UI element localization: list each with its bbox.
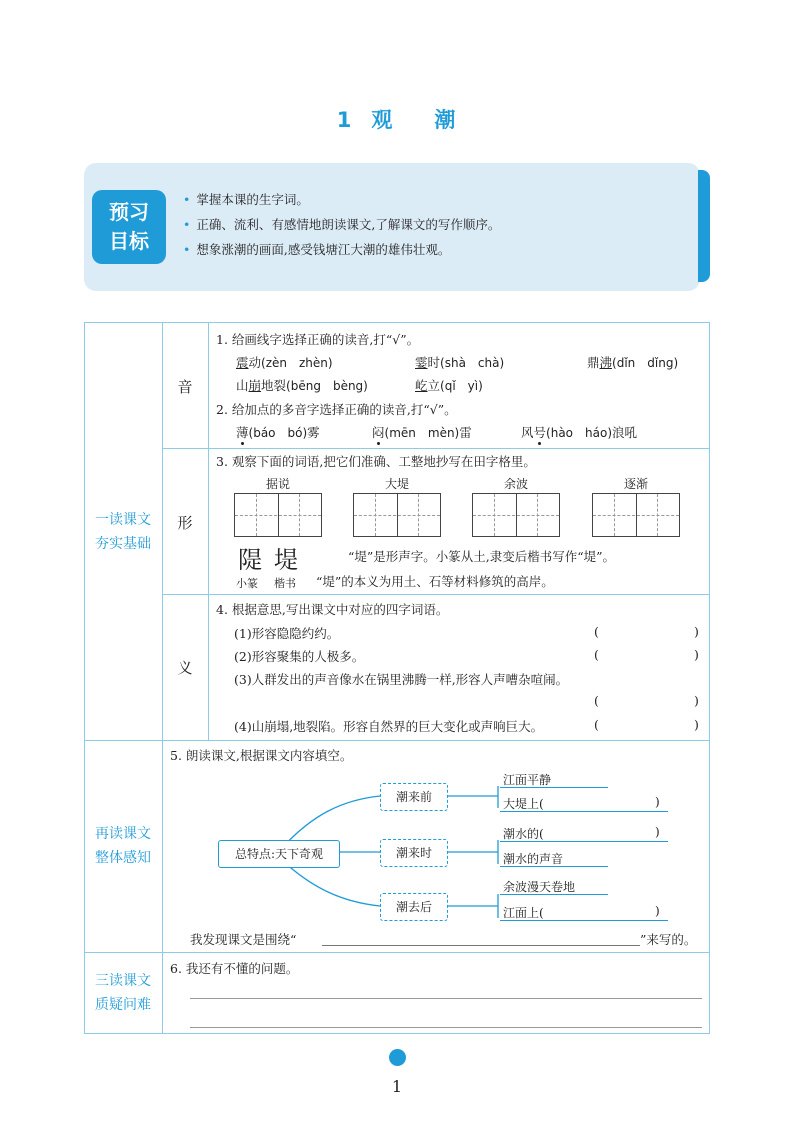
- bullet-icon: •: [183, 217, 191, 232]
- seal-script-glyph: 隄: [238, 546, 262, 574]
- question-6-prompt: 6. 我还有不懂的问题。: [170, 961, 299, 976]
- meaning-item: (4)山崩塌,地裂陷。形容自然界的巨大变化或声响巨大。: [234, 719, 544, 734]
- polyphone-choice[interactable]: 闷(mēn mèn)雷: [372, 425, 472, 440]
- page-dot-icon: [389, 1049, 406, 1066]
- answer-paren-open[interactable]: (: [594, 624, 599, 639]
- tianzige-box[interactable]: [353, 493, 441, 537]
- mind-map-center: 总特点:天下奇观: [218, 840, 340, 868]
- tianzige-word: 余波: [503, 477, 528, 491]
- etymology-note: “堤”的本义为用土、石等材料修筑的高岸。: [316, 574, 554, 589]
- objective-item: • 掌握本课的生字词。: [183, 192, 309, 207]
- mind-map-leaf[interactable]: 江面上(: [503, 906, 544, 920]
- pinyin-choice[interactable]: 震动(zèn zhèn): [236, 355, 333, 370]
- polyphone-choice[interactable]: 风号(hào háo)浪吼: [521, 425, 638, 440]
- answer-paren-close: ): [694, 693, 699, 708]
- tianzige-box[interactable]: [472, 493, 560, 537]
- answer-paren-open[interactable]: (: [594, 693, 599, 708]
- meaning-item: (2)形容聚集的人极多。: [234, 649, 365, 664]
- regular-script-glyph: 堤: [274, 546, 298, 574]
- answer-paren-open[interactable]: (: [594, 647, 599, 662]
- summary-suffix: ”来写的。: [640, 932, 697, 947]
- bullet-icon: •: [183, 192, 191, 207]
- summary-prefix: 我发现课文是围绕“: [190, 932, 297, 947]
- tianzige-box[interactable]: [592, 493, 680, 537]
- divider: [84, 952, 710, 953]
- question-answer-line[interactable]: [190, 1027, 702, 1028]
- sub-label-form: 形: [177, 514, 193, 532]
- glyph-caption: 楷书: [274, 577, 296, 590]
- pinyin-choice[interactable]: 屹立(qǐ yì): [415, 378, 483, 393]
- mind-map-node: 潮来时: [380, 839, 448, 867]
- mind-map-leaf: 江面平静: [503, 773, 552, 787]
- question-5-prompt: 5. 朗读课文,根据课文内容填空。: [170, 748, 353, 763]
- section-label-first-reading: 一读课文 夯实基础: [95, 512, 151, 552]
- tianzige-word: 据说: [265, 477, 290, 491]
- pinyin-choice[interactable]: 山崩地裂(bēng bèng): [236, 378, 368, 393]
- section-label-third-reading: 三读课文 质疑问难: [95, 973, 151, 1013]
- objective-item: • 正确、流利、有感情地朗读课文,了解课文的写作顺序。: [183, 217, 501, 232]
- divider: [162, 594, 710, 595]
- etymology-note: “堤”是形声字。小篆从土,隶变后楷书写作“堤”。: [348, 549, 616, 564]
- mind-map-leaf[interactable]: 大堤上(: [503, 797, 544, 811]
- mind-map-leaf: 余波漫天卷地: [503, 880, 576, 894]
- polyphone-choice[interactable]: 薄(báo bó)雾: [236, 425, 320, 440]
- pinyin-choice[interactable]: 霎时(shà chà): [415, 355, 505, 370]
- objectives-label: 预习 目标: [92, 190, 166, 264]
- divider: [208, 322, 209, 740]
- answer-paren-open[interactable]: (: [594, 717, 599, 732]
- pinyin-choice[interactable]: 鼎沸(dǐn dǐng): [587, 355, 679, 370]
- leaf-paren-close: ): [655, 904, 660, 918]
- leaf-paren-close: ): [655, 795, 660, 809]
- mind-map-node: 潮来前: [380, 783, 448, 811]
- page-number: 1: [391, 1077, 403, 1096]
- page-title: 1 观 潮: [336, 108, 458, 132]
- leaf-paren-close: ): [655, 825, 660, 839]
- divider: [84, 740, 710, 741]
- answer-paren-close: ): [694, 624, 699, 639]
- summary-answer-line[interactable]: [322, 945, 640, 946]
- mind-map-leaf: 潮水的声音: [503, 852, 564, 866]
- question-1-prompt: 1. 给画线字选择正确的读音,打“√”。: [216, 332, 420, 347]
- objectives-list: [183, 187, 500, 262]
- section-label-second-reading: 再读课文 整体感知: [95, 826, 151, 866]
- tianzige-word: 大堤: [384, 477, 409, 491]
- mind-map-node: 潮去后: [380, 893, 448, 921]
- question-2-prompt: 2. 给加点的多音字选择正确的读音,打“√”。: [216, 402, 457, 417]
- answer-paren-close: ): [694, 647, 699, 662]
- question-4-prompt: 4. 根据意思,写出课文中对应的四字词语。: [216, 602, 449, 617]
- objectives-tab-decoration: [698, 170, 710, 282]
- bullet-icon: •: [183, 242, 191, 257]
- meaning-item: (1)形容隐隐约约。: [234, 626, 340, 641]
- sub-label-sound: 音: [177, 378, 193, 396]
- meaning-item: (3)人群发出的声音像水在锅里沸腾一样,形容人声嘈杂喧闹。: [234, 672, 569, 687]
- tianzige-box[interactable]: [234, 493, 322, 537]
- question-answer-line[interactable]: [190, 998, 702, 999]
- objective-item: • 想象涨潮的画面,感受钱塘江大潮的雄伟壮观。: [183, 242, 451, 257]
- glyph-caption: 小篆: [236, 577, 258, 590]
- tianzige-word: 逐渐: [623, 477, 648, 491]
- divider: [162, 448, 710, 449]
- mind-map-leaf[interactable]: 潮水的(: [503, 827, 544, 841]
- question-3-prompt: 3. 观察下面的词语,把它们准确、工整地抄写在田字格里。: [216, 454, 536, 469]
- sub-label-meaning: 义: [177, 659, 193, 677]
- answer-paren-close: ): [694, 717, 699, 732]
